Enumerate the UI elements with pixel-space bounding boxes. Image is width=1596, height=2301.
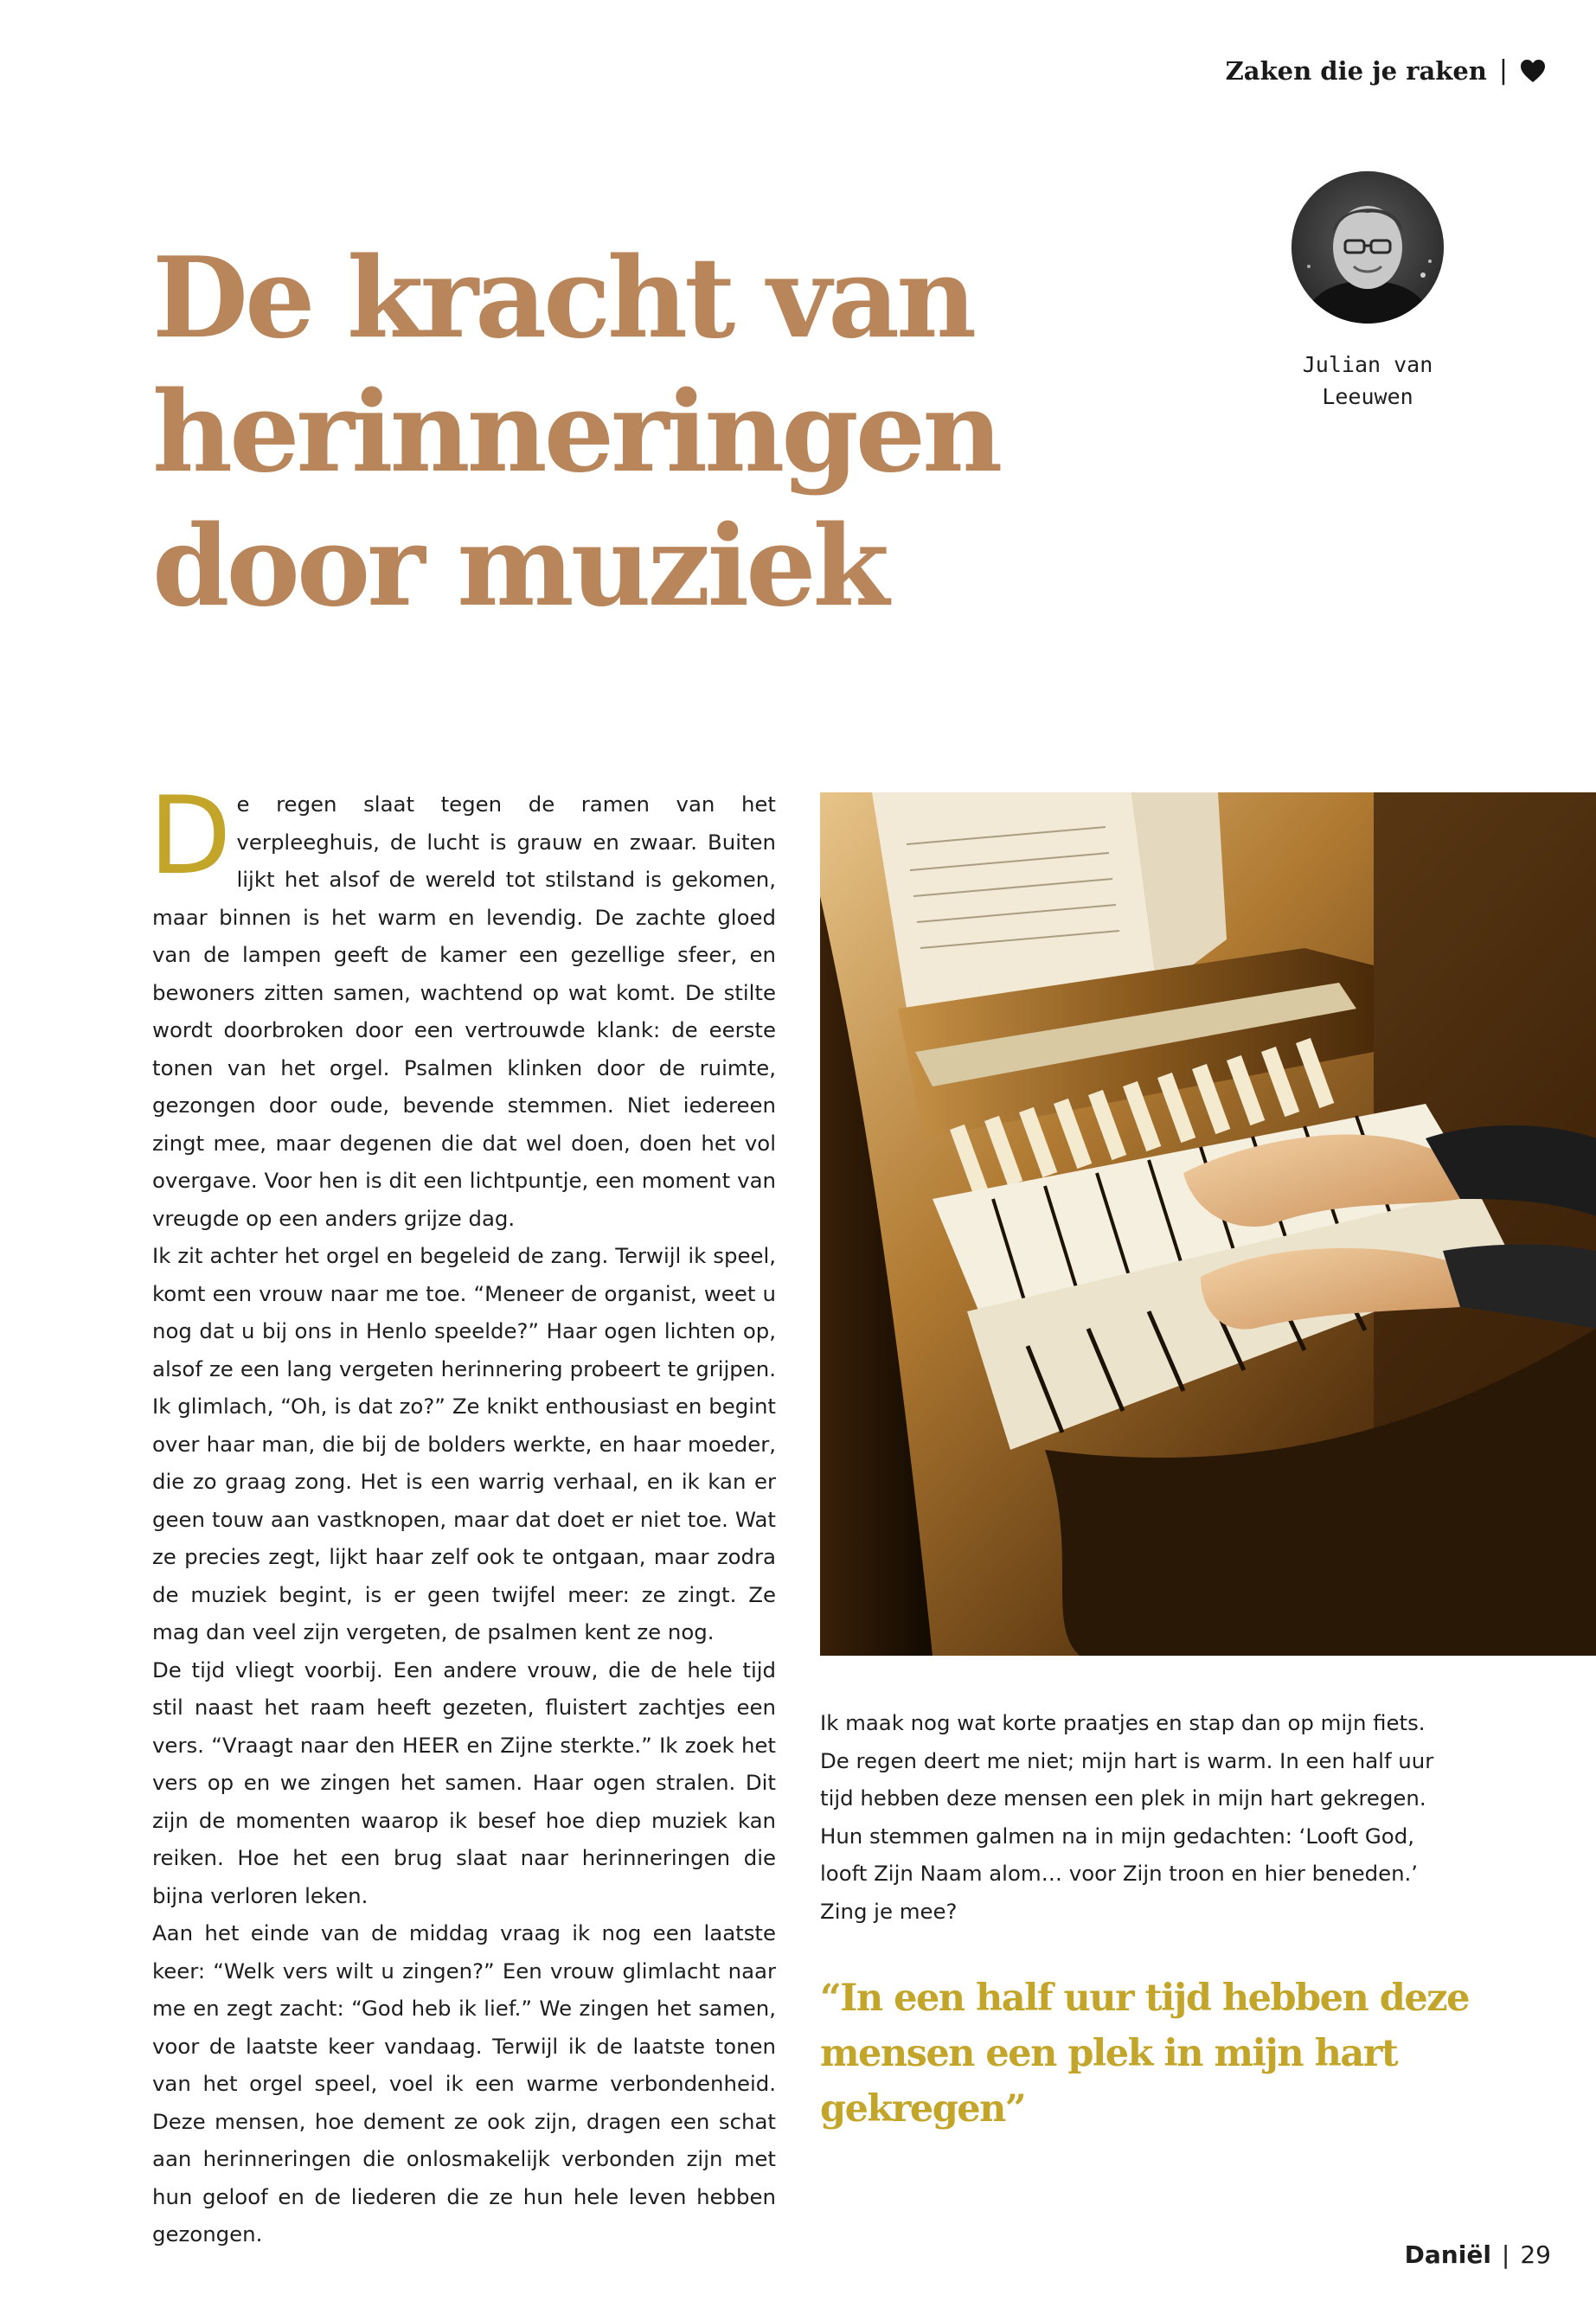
title-line: herinneringen	[152, 368, 1000, 497]
paragraph: Ik zit achter het orgel en begeleid de zang. Terwijl ik speel, komt een vrouw naar me toe. “Meneer de organist, weet u nog dat u bij ons in Henlo speelde?” Haar ogen lichten op, alsof ze een lang vergeten herinnering probeert te grijpen. Ik glimlach, “Oh, is dat zo?” Ze knikt enthousiast en begint over haar man, die bij de bolders werkte, en haar moeder, die zo graag zong. Het is een warrig verhaal, en ik kan er geen touw aan vastknopen, maar dat doet er niet toe. Wat ze precies zegt, lijkt haar zelf ook te ontgaan, maar zodra de muziek begint, is er geen twijfel meer: ze zingt. Ze mag dan veel zijn vergeten, de psalmen kent ze nog.	[152, 1243, 776, 1644]
article-title	[152, 232, 1190, 634]
pull-quote: “In een half uur tijd hebben deze mensen een plek in mijn hart gekregen”	[820, 1977, 1469, 2131]
footer-separator: |	[1501, 2240, 1510, 2269]
heart-icon	[1520, 59, 1546, 83]
organ-photo	[820, 792, 1596, 1656]
drop-cap: D	[149, 774, 232, 899]
author-name-line: Julian van	[1302, 352, 1433, 377]
title-line: door muziek	[152, 502, 887, 631]
page-number: 29	[1520, 2240, 1551, 2269]
author-avatar	[1292, 171, 1444, 324]
author-name-line: Leeuwen	[1322, 384, 1413, 409]
magazine-name: Daniël	[1404, 2240, 1491, 2269]
paragraph-text: e regen slaat tegen de ramen van het verpleeghuis, de lucht is grauw en zwaar. Buiten lijkt het alsof de wereld tot stilstand is gekomen, maar binnen is het warm en levendig. De zachte gloed van de lampen geeft de kamer een gezellige sfeer, en bewoners zitten samen, wachtend op wat komt. De stilte wordt doorbroken door een vertrouwde klank: de eerste tonen van het orgel. Psalmen klinken door de ruimte, gezongen door oude, bevende stemmen. Niet iedereen zingt mee, maar degenen die dat wel doen, doen het vol overgave. Voor hen is dit een lichtpuntje, een moment van vreugde op een anders grijze dag.	[152, 792, 776, 1231]
section-label: Zaken die je raken	[1225, 55, 1487, 86]
paragraph: De tijd vliegt voorbij. Een andere vrouw, die de hele tijd stil naast het raam heeft gezeten, fluistert zachtjes een vers. “Vraagt naar den HEER en Zijne sterkte.” Ik zoek het vers op en we zingen het samen. Haar ogen stralen. Dit zijn de momenten waarop ik besef hoe diep muziek kan reiken. Hoe het een brug slaat naar herinneringen die bijna verloren leken.	[152, 1657, 776, 1908]
article-conclusion	[820, 1704, 1446, 1930]
section-header	[1226, 55, 1546, 86]
title-line: De kracht van	[152, 234, 974, 363]
article-body	[149, 774, 776, 2253]
paragraph	[149, 774, 776, 1237]
author-name	[1237, 349, 1498, 413]
paragraph: Ik maak nog wat korte praatjes en stap dan op mijn fiets. De regen deert me niet; mijn hart is warm. In een half uur tijd hebben deze mensen een plek in mijn hart gekregen. Hun stemmen galmen na in mijn gedachten: ‘Looft God, looft Zijn Naam alom… voor Zijn troon en hier beneden.’ Zing je mee?	[820, 1710, 1434, 1924]
page-footer	[1405, 2240, 1551, 2269]
section-separator: |	[1498, 55, 1508, 86]
paragraph: Aan het einde van de middag vraag ik nog een laatste keer: “Welk vers wilt u zingen?” Een vrouw glimlacht naar me en zegt zacht: “God heb ik lief.” We zingen het samen, voor de laatste keer vandaag. Terwijl ik de laatste tonen van het orgel speel, voel ik een warme verbondenheid. Deze mensen, hoe dement ze ook zijn, dragen een schat aan herinneringen die onlosmakelijk verbonden zijn met hun geloof en de liederen die ze hun hele leven hebben gezongen.	[152, 1920, 776, 2247]
